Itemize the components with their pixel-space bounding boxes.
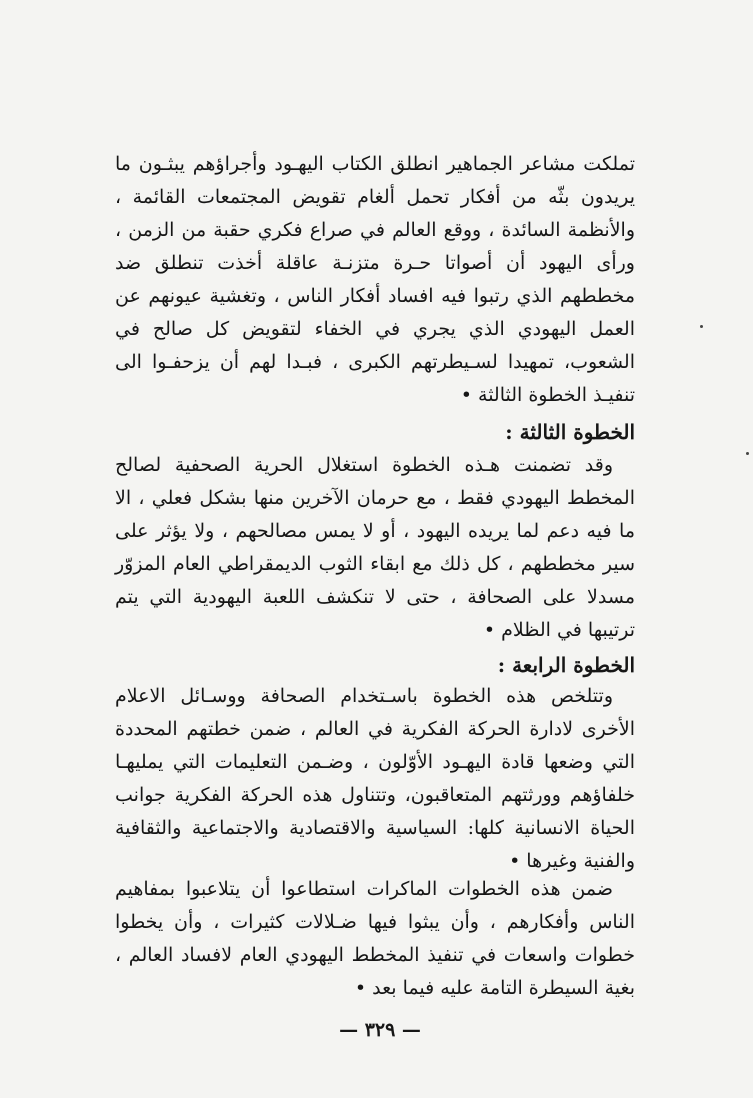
paragraph-2-text: وقد تضمنت هـذه الخطوة استغلال الحرية الصحفية لصالح المخطط اليهودي فقط ، مع حرمان الآخرين منها بشكل فعلي ، الا ما فيه دعم لما يريده اليهود ، أو لا يمس مصالحهم ، ولا يؤثر على سير مخططهم ، كل ذلك مع ابقاء الثوب الديمقراطي العام المزوّر مسدلا على الصحافة ، حتى لا تنكشف اللعبة اليهودية التي يتم ترتيبها في الظلام • <box>115 454 635 641</box>
margin-dot <box>746 452 749 455</box>
page-number: — ٣٢٩ — <box>339 1019 421 1041</box>
paragraph-4-text: ضمن هذه الخطوات الماكرات استطاعوا أن يتلاعبوا بمفاهيم الناس وأفكارهم ، وأن يبثوا فيها ضـلالات كثيرات ، وأن يخطوا خطوات واسعات في تنفيذ المخطط اليهودي العام لافساد العالم ، بغية السيطرة التامة عليه فيما بعد • <box>115 878 635 999</box>
paragraph-3-text: وتتلخص هذه الخطوة باسـتخدام الصحافة ووسـائل الاعلام الأخرى لادارة الحركة الفكرية في العالم ، ضمن خطتهم المحددة التي وضعها قادة اليهـود الأوّلون ، وضـمن التعليمات التي يمليهـا خلفاؤهم وورثتهم المتعاقبون، وتتناول هذه الحركة الفكرية جوانب الحياة الانسانية كلها: السياسية والاقتصادية والاجتماعية والثقافية والفنية وغيرها • <box>115 685 635 872</box>
margin-dot <box>700 325 703 328</box>
paragraph-1-text: تملكت مشاعر الجماهير انطلق الكتاب اليهـود وأجراؤهم يبثـون ما يريدون بثّه من أفكار تحمل ألغام تقويض المجتمعات القائمة ، والأنظمة السائدة ، ووقع العالم في صراع فكري حقبة من الزمن ، ورأى اليهود أن أصواتا حـرة متزنـة عاقلة أخذت تنطلق ضد مخططهم الذي رتبوا فيه افساد أفكار الناس ، وتغشية عيونهم عن العمل اليهودي الذي يجري في الخفاء لتقويض كل صالح في الشعوب، تمهيدا لسـيطرتهم الكبرى ، فبـدا لهم أن يزحفـوا الى تنفيـذ الخطوة الثالثة • <box>115 153 635 406</box>
paragraph-fourth-step <box>115 680 635 878</box>
paragraph-third-step <box>115 449 635 647</box>
section-heading-fourth-step: الخطوة الرابعة : <box>497 653 635 677</box>
paragraph-conclusion <box>115 873 635 1005</box>
section-heading-third-step: الخطوة الثالثة : <box>505 420 635 444</box>
paragraph-continuation <box>115 148 635 412</box>
